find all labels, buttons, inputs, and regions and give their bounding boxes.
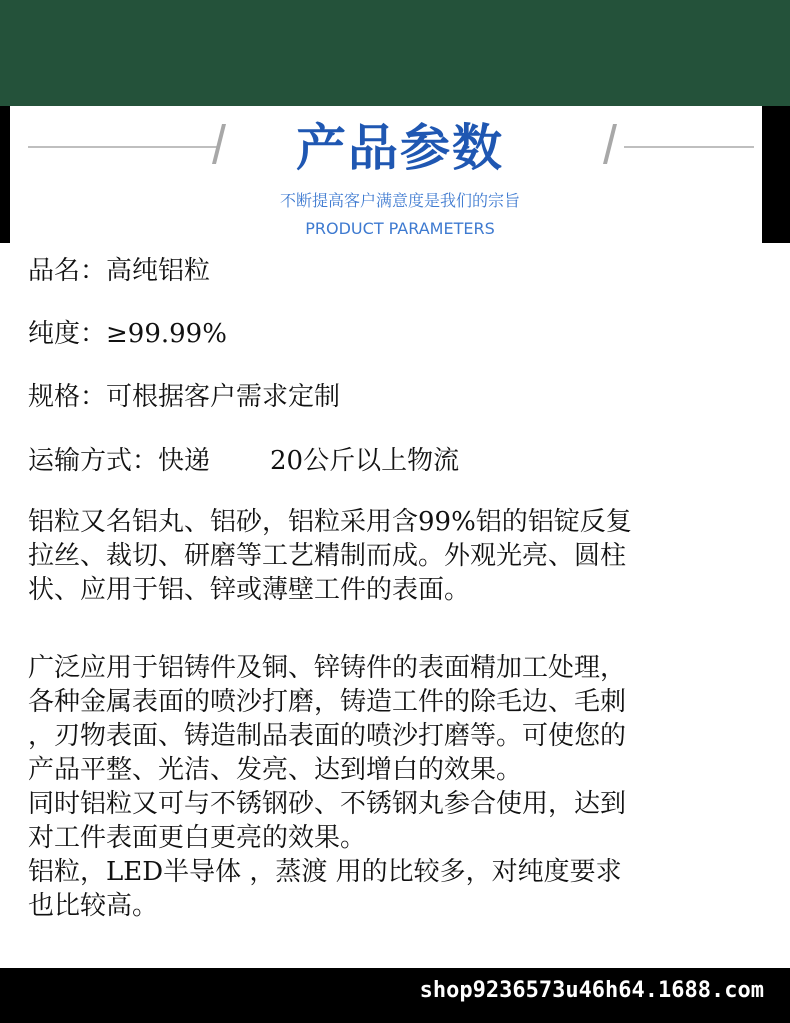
header-banner — [10, 106, 762, 243]
page-title: 产品参数 — [296, 119, 504, 177]
header-subtitle-en: PRODUCT PARAMETERS — [305, 219, 495, 238]
description-line: 同时铝粒又可与不锈钢砂、不锈钢丸参合使用，达到 — [28, 789, 627, 819]
description-line: 拉丝、裁切、研磨等工艺精制而成。外观光亮、圆柱 — [28, 541, 627, 571]
description-line: 铝粒又名铝丸、铝砂，铝粒采用含99%铝的铝锭反复 — [28, 507, 632, 537]
description-line: 状、应用于铝、锌或薄壁工件的表面。 — [28, 575, 471, 605]
description-paragraph-2 — [28, 651, 778, 923]
header-divider-right — [624, 146, 754, 148]
product-content — [0, 243, 790, 968]
param-spec: 规格：可根据客户需求定制 — [28, 382, 341, 412]
description-line: 对工件表面更白更亮的效果。 — [28, 823, 367, 853]
param-name: 品名：高纯铝粒 — [28, 256, 211, 286]
param-purity: 纯度：≥99.99% — [28, 319, 227, 349]
description-line: 铝粒，LED半导体 ，蒸渡 用的比较多，对纯度要求 — [28, 857, 622, 887]
param-shipping — [28, 444, 459, 478]
description-line: 各种金属表面的喷沙打磨，铸造工件的除毛边、毛刺 — [28, 687, 627, 717]
header-subtitle: 不断提高客户满意度是我们的宗旨 — [279, 191, 520, 210]
description-line: 也比较高。 — [28, 891, 159, 921]
param-shipping-extra: 20公斤以上物流 — [270, 446, 460, 476]
top-band — [0, 0, 790, 106]
description-line: 产品平整、光洁、发亮、达到增白的效果。 — [28, 755, 523, 785]
description-line: 广泛应用于铝铸件及铜、锌铸件的表面精加工处理， — [28, 653, 627, 683]
description-line: ，刃物表面、铸造制品表面的喷沙打磨等。可使您的 — [28, 721, 627, 751]
shop-url-watermark: shop9236573u46h64.1688.com — [419, 978, 764, 1003]
description-paragraph-1 — [28, 505, 778, 607]
param-shipping-label: 运输方式：快递 — [28, 446, 211, 476]
